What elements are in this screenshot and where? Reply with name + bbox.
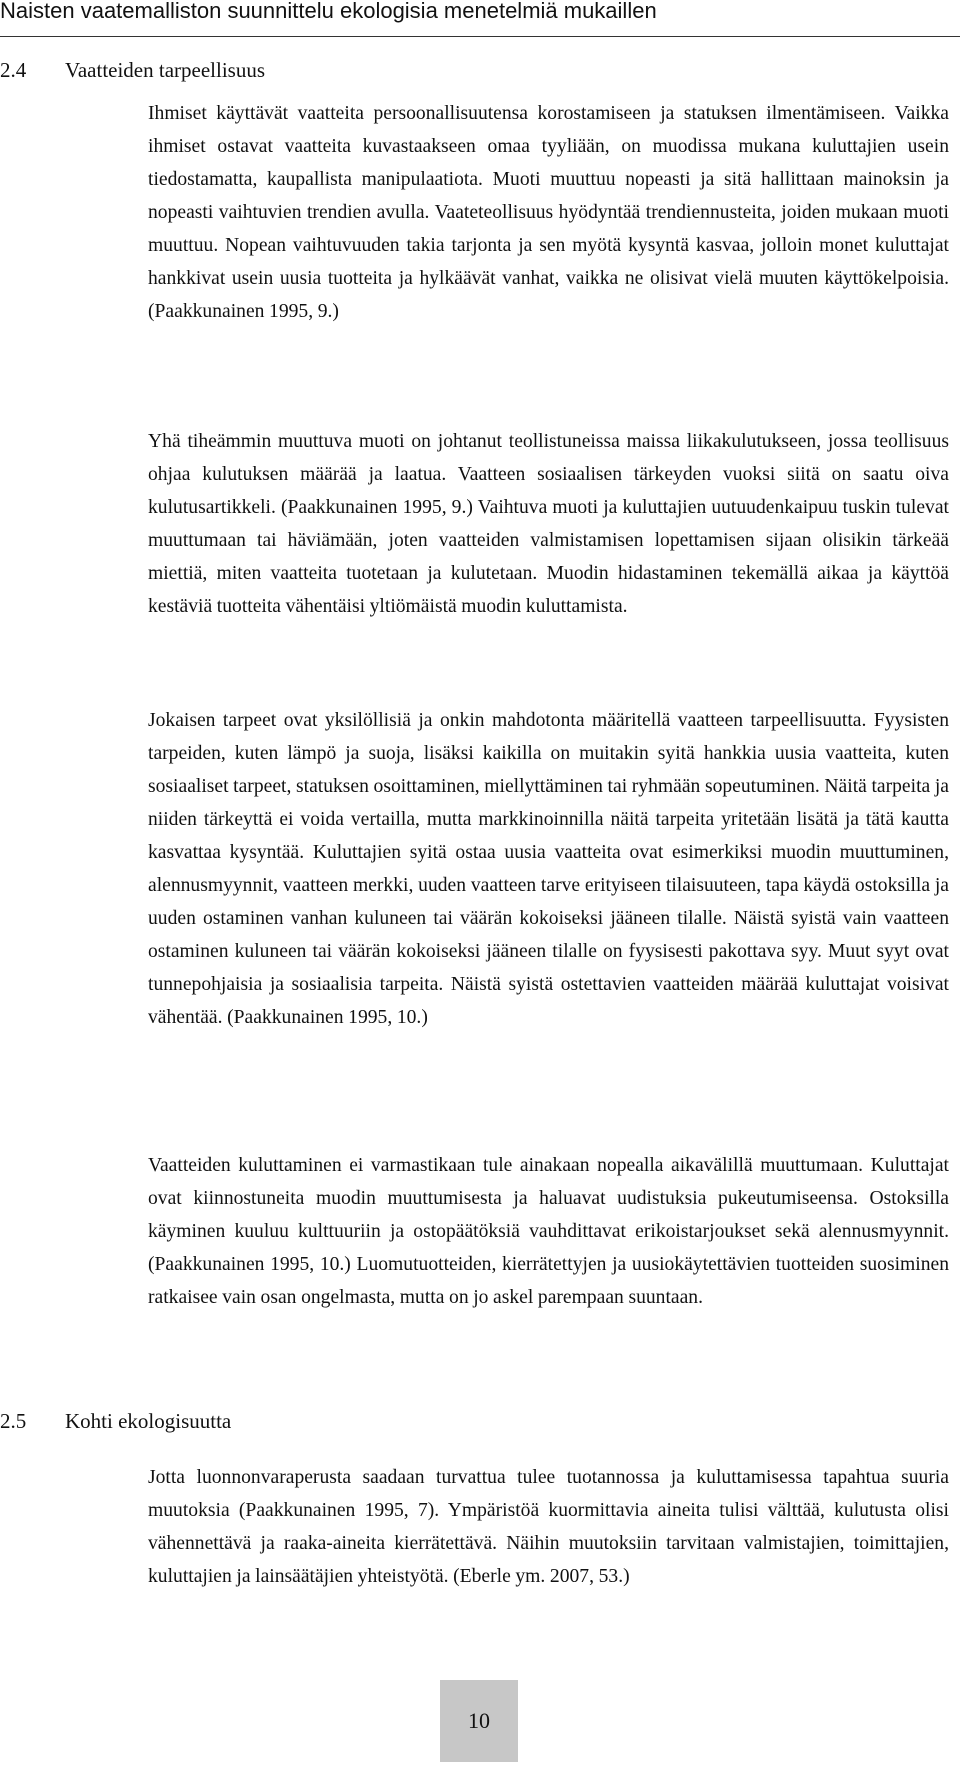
- section-heading-2-5: [0, 1408, 231, 1434]
- header-rule: [0, 36, 960, 37]
- section-title: Vaatteiden tarpeellisuus: [65, 58, 266, 82]
- section-number: 2.4: [0, 58, 27, 82]
- paragraph: Yhä tiheämmin muuttuva muoti on johtanut teollistuneissa maissa liikakulutukseen, jossa teollisuus ohjaa kulutuksen määrää ja laatua. Vaatteen sosiaalisen tärkeyden vuoksi siitä on saatu oiva kulutusartikkeli. (Paakkunainen 1995, 9.) Vaihtuva muoti ja kuluttajien uutuudenkaipuu tuskin tulevat muuttumaan tai häviämään, joten vaatteiden valmistamisen lopettamisen sijaan olisikin tärkeää miettiä, miten vaatteita tuotetaan ja kulutetaan. Muodin hidastaminen tekemällä aikaa ja käyttöä kestäviä tuotteita vähentäisi yltiömäistä muodin kuluttamista.: [148, 431, 949, 617]
- section-heading-2-4: [0, 57, 265, 83]
- section-number: 2.5: [0, 1409, 27, 1433]
- running-header: Naisten vaatemalliston suunnittelu ekologisia menetelmiä mukaillen: [0, 0, 657, 23]
- paragraph: Ihmiset käyttävät vaatteita persoonallisuutensa korostamiseen ja statuksen ilmentämiseen. Vaikka ihmiset ostavat vaatteita kuvastaakseen omaa tyyliään, on muodissa mukana kuluttajien usein tiedostamatta, kaupallista manipulaatiota. Muoti muuttuu nopeasti ja sitä hallittaan mainoksin ja nopeasti vaihtuvien trendien avulla. Vaateteollisuus hyödyntää trendiennusteita, joiden mukaan muoti muuttuu. Nopean vaihtuvuuden takia tarjonta ja sen myötä kysyntä kasvaa, jolloin monet kuluttajat hankkivat usein uusia tuotteita ja hylkäävät vanhat, vaikka ne olisivat vielä muuten käyttökelpoisia. (Paakkunainen 1995, 9.): [148, 103, 949, 322]
- page-number: 10: [468, 1708, 490, 1733]
- page-number-box: [440, 1680, 518, 1762]
- paragraph: Jotta luonnonvaraperusta saadaan turvattua tulee tuotannossa ja kuluttamisessa tapahtua suuria muutoksia (Paakkunainen 1995, 7). Ympäristöä kuormittavia aineita tulisi välttää, kulutusta olisi vähennettävä ja raaka-aineita kierrätettävä. Näihin muutoksiin tarvitaan valmistajien, toimittajien, kuluttajien ja lainsäätäjien yhteistyötä. (Eberle ym. 2007, 53.): [148, 1467, 949, 1587]
- paragraph: Jokaisen tarpeet ovat yksilöllisiä ja onkin mahdotonta määritellä vaatteen tarpeellisuutta. Fyysisten tarpeiden, kuten lämpö ja suoja, lisäksi kaikilla on muitakin syitä hankkia uusia vaatteita, kuten sosiaaliset tarpeet, statuksen osoittaminen, miellyttäminen tai ryhmään sopeutuminen. Näitä tarpeita ja niiden tärkeyttä ei voida vertailla, mutta markkinoinnilla näitä tarpeita yritetään lisätä ja tätä kautta kasvattaa kysyntää. Kuluttajien syitä ostaa uusia vaatteita ovat esimerkiksi muodin muuttuminen, alennusmyynnit, vaatteen merkki, uuden vaatteen tarve erityiseen tilaisuuteen, tapa käydä ostoksilla ja uuden ostaminen vanhan kuluneen tai väärän kokoiseksi jääneen tilalle. Näistä syistä vain vaatteen ostaminen kuluneen tai väärän kokoiseksi jääneen tilalle on fyysisesti pakottava syy. Muut syyt ovat tunnepohjaisia ja sosiaalisia tarpeita. Näistä syistä ostettavien vaatteiden määrää kuluttajat voisivat vähentää. (Paakkunainen 1995, 10.): [148, 710, 949, 1028]
- section-title: Kohti ekologisuutta: [65, 1409, 232, 1433]
- paragraph: Vaatteiden kuluttaminen ei varmastikaan tule ainakaan nopealla aikavälillä muuttumaan. Kuluttajat ovat kiinnostuneita muodin muuttumisesta ja haluavat uudistuksia pukeutumiseensa. Ostoksilla käyminen kuuluu kulttuuriin ja ostopäätöksiä vauhdittavat erikoistarjoukset sekä alennusmyynnit. (Paakkunainen 1995, 10.) Luomutuotteiden, kierrätettyjen ja uusiokäytettävien tuotteiden suosiminen ratkaisee vain osan ongelmasta, mutta on jo askel parempaan suuntaan.: [148, 1155, 949, 1308]
